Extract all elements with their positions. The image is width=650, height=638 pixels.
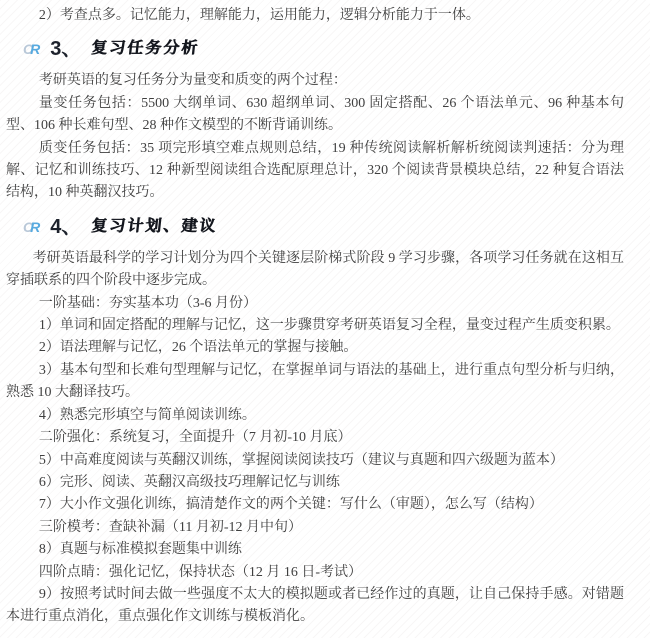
paragraph: 考研英语的复习任务分为量变和质变的两个过程： [38,73,347,89]
paragraph: 2）语法理解与记忆，26 个语法单元的掌握与接触。 [38,340,358,356]
heading-bullet-icon-right: R [30,41,38,58]
paragraph: 3）基本句型和长难句型理解与记忆，在掌握单词与语法的基础上，进行重点句型分析与归纳，熟悉 10 大翻译技巧。 [6,362,624,401]
heading-bullet-icon [23,216,37,238]
section-3-heading [6,34,624,64]
paragraph: 一阶基础：夯实基本功（3-6 月份） [38,295,258,311]
paragraph: 四阶点睛：强化记忆，保持状态（12 月 16 日-考试） [38,564,363,580]
paragraph: 量变任务包括：5500 大纲单词、630 超纲单词、300 固定搭配、26 个语法单元、96 种基本句型、106 种长难句型、28 种作文模型的不断背诵训练。 [6,95,624,134]
paragraph: 2）考查点多。记忆能力，理解能力，运用能力，逻辑分析能力于一体。 [38,8,480,23]
paragraph: 考研英语最科学的学习计划分为四个关键逐层阶梯式阶段 9 学习步骤，各项学习任务就在这相互穿插联系的四个阶段中逐步完成。 [6,250,624,289]
paragraph: 5）中高难度阅读与英翻汉训练，掌握阅读阅读技巧（建议与真题和四六级题为蓝本） [38,452,564,468]
heading-bullet-icon [23,38,37,60]
paragraph: 9）按照考试时间去做一些强度不太大的模拟题或者已经作过的真题，让自己保持手感。对错题本进行重点消化，重点强化作文训练与模板消化。 [6,586,624,625]
heading-bullet-icon-left: C [23,41,31,58]
paragraph: 8）真题与标准模拟套题集中训练 [38,542,242,558]
heading-bullet-icon-left: C [23,218,31,235]
heading-title: 复习计划、建议 [90,217,219,235]
paragraph: 质变任务包括：35 项完形填空难点规则总结，19 种传统阅读解析解析统阅读判速括：分为理解、记忆和训练技巧、12 种新型阅读组合选配原理总计，320 个阅读背景模块总结，22 种复合语法结构，10 种英翻汉技巧。 [6,140,624,201]
paragraph: 4）熟悉完形填空与简单阅读训练。 [38,407,256,423]
heading-number: 3、 [50,38,82,61]
heading-number: 4、 [50,215,82,238]
section-4-heading [6,212,624,242]
paragraph: 6）完形、阅读、英翻汉高级技巧理解记忆与训练 [38,474,340,490]
paragraph: 1）单词和固定搭配的理解与记忆，这一步骤贯穿考研英语复习全程，量变过程产生质变积累。 [38,318,620,334]
paragraph: 二阶强化：系统复习，全面提升（7 月初-10 月底） [38,430,352,446]
heading-title: 复习任务分析 [90,40,201,58]
heading-bullet-icon-right: R [30,218,38,235]
paragraph: 三阶模考：查缺补漏（11 月初-12 月中旬） [38,519,303,535]
paragraph: 7）大小作文强化训练，搞清楚作文的两个关键：写什么（审题），怎么写（结构） [38,497,543,513]
